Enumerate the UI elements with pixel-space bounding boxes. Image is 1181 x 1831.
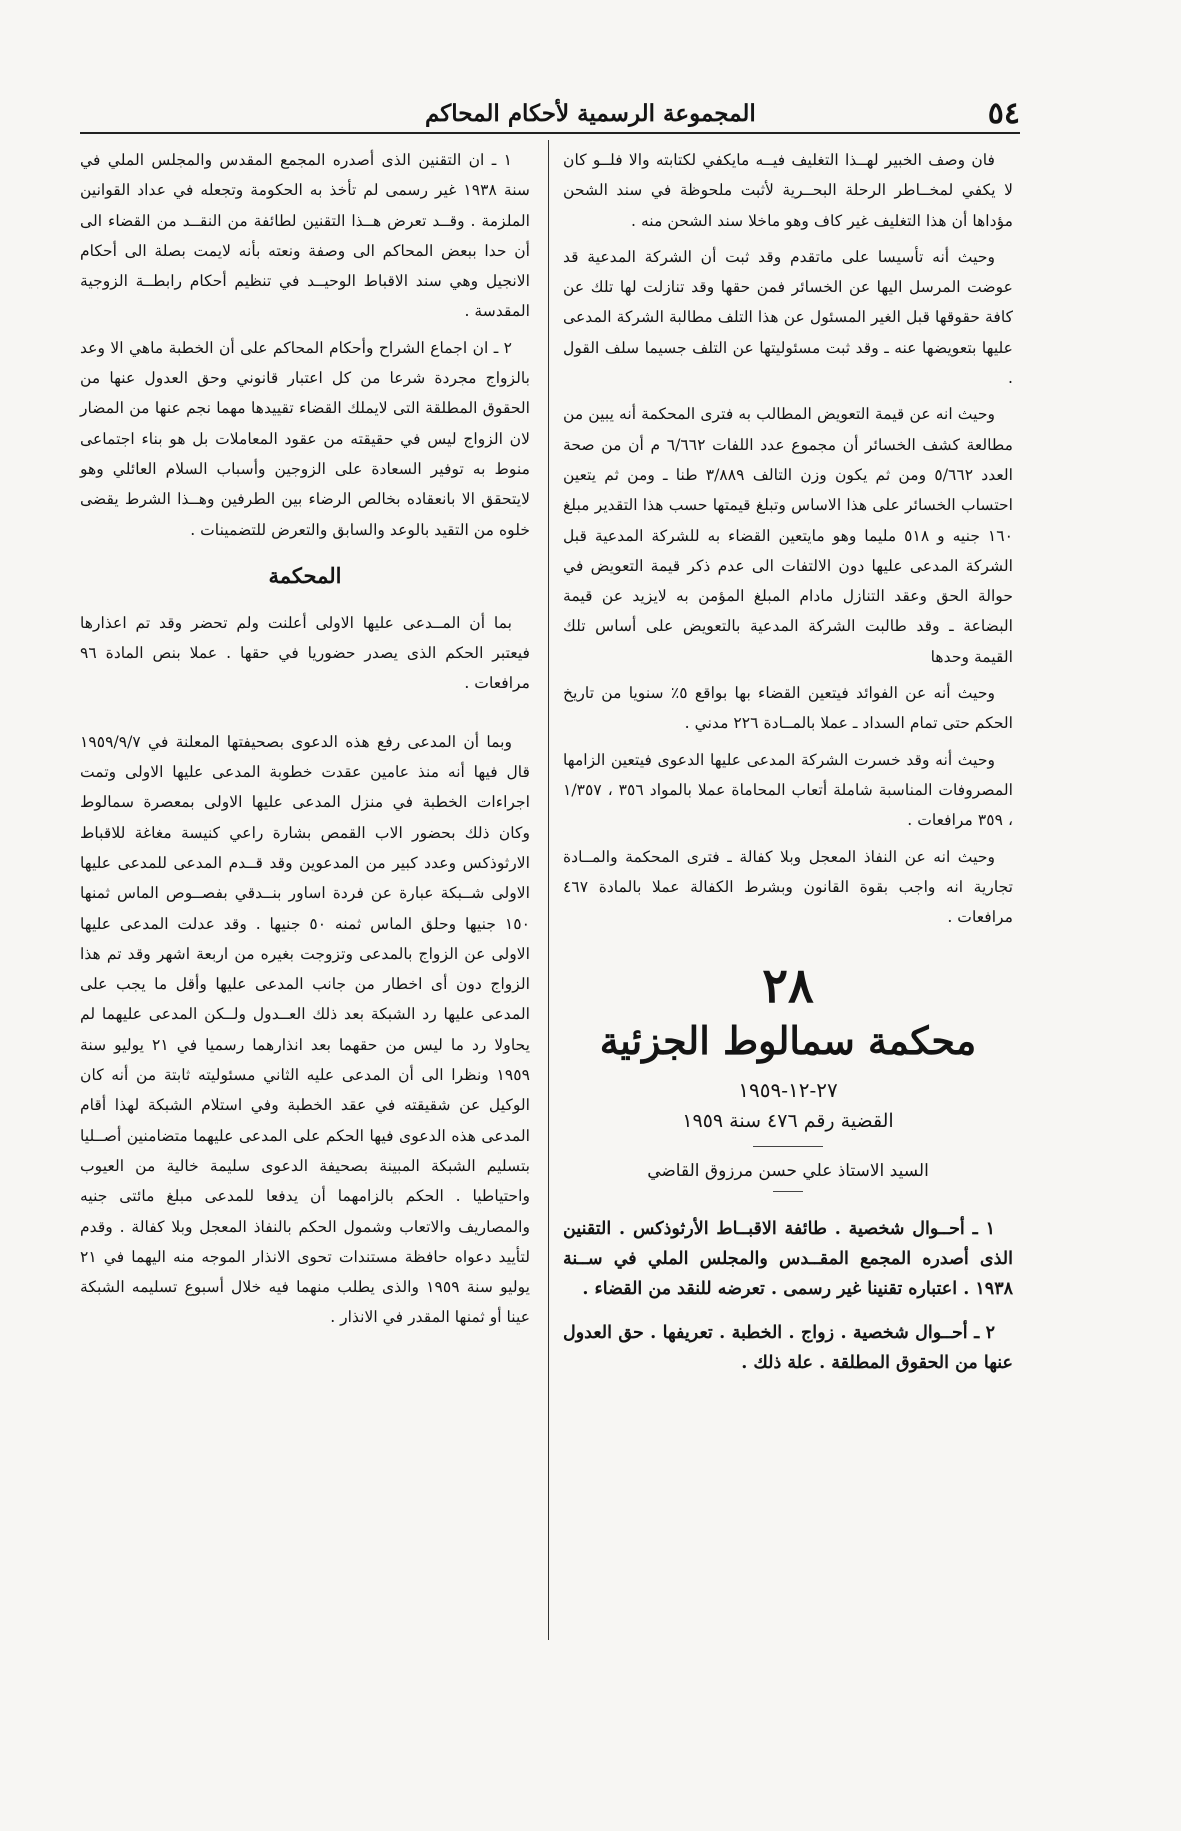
page-number: ٥٤ xyxy=(987,96,1020,131)
headnote: ٢ ـ أحــوال شخصية . زواج . الخطبة . تعريفها . حق العدول عنها من الحقوق المطلقة . علة ذلك . xyxy=(563,1323,1013,1374)
page-header xyxy=(80,92,1020,132)
running-title: المجموعة الرسمية لأحكام المحاكم xyxy=(425,100,756,127)
paragraph: وحيث أنه وقد خسرت الشركة المدعى عليها الدعوى فيتعين الزامها المصروفات المناسبة شاملة أتعاب المحاماة عملا بالمواد ٣٥٦ ، ١/٣٥٧ ، ٣٥٩ مرافعات . xyxy=(563,750,1013,830)
case-number: ٢٨ xyxy=(762,958,814,1015)
paragraph: بما أن المــدعى عليها الاولى أعلنت ولم تحضر وقد تم اعذارها فيعتبر الحكم الذى يصدر حضوريا في حقها . عملا بنص المادة ٩٦ مرافعات . xyxy=(80,613,530,693)
paragraph: وحيث أنه عن الفوائد فيتعين القضاء بها بواقع ٥٪ سنويا من تاريخ الحكم حتى تمام السداد ـ عملا بالمــادة ٢٢٦ مدني . xyxy=(563,684,1013,733)
principle-paragraph: ١ ـ ان التقنين الذى أصدره المجمع المقدس والمجلس الملي في سنة ١٩٣٨ غير رسمى لم تأخذ به الحكومة وتجعله في عداد القوانين الملزمة . وقــد تعرض هــذا التقنين لطائفة من النقــد من القضاء الى أن حدا ببعض المحاكم الى وصفة ونعته بأنه لايمت بصلة الى أحكام الانجيل وهي سند الاقباط الوحيــد في تنظيم أحكام رابطــة الزوجية المقدسة . xyxy=(80,151,530,321)
paragraph: وحيث انه عن النفاذ المعجل وبلا كفالة ـ فترى المحكمة والمــادة تجارية انه واجب بقوة القانون وبشرط الكفالة عملا بالمادة ٤٦٧ مرافعات . xyxy=(563,847,1013,927)
separator-rule xyxy=(773,1191,803,1192)
paragraph-gap xyxy=(80,705,530,727)
paragraph: وحيث أنه تأسيسا على ماتقدم وقد ثبت أن الشركة المدعية قد عوضت المرسل اليها عن الخسائر فمن حقها وقد تنازلت لها تلك عن كافة حقوقها قبل الغير المسئول عن هذا التلف مطالبة الشركة المدعى عليها بتعويضها عنه ـ وقد ثبت مسئوليتها عن التلف جسيما سلف القول . xyxy=(563,247,1013,388)
right-column xyxy=(563,145,1013,1392)
principle-paragraph: ٢ ـ ان اجماع الشراح وأحكام المحاكم على أن الخطبة ماهي الا وعد بالزواج مجردة شرعا من كل اعتبار قانوني وحق العدول عنها من الحقوق المطلقة التى لايملك القضاء تقييدها مهما نجم عنها من المضار لان الزواج ليس في حقيقته من عقود المعاملات بل هو بناء اجتماعى منوط به توفير السعادة على الزوجين وأسباب السلام العائلي وهو لايتحقق الا بانعقاده بخالص الرضاء بين الطرفين وهــذا الشرط يقضى خلوه من التقيد بالوعد والسابق والتعرض للتضمينات . xyxy=(80,338,530,539)
separator-rule xyxy=(753,1146,823,1147)
column-divider xyxy=(548,140,549,1640)
paragraph: وبما أن المدعى رفع هذه الدعوى بصحيفتها المعلنة في ١٩٥٩/٩/٧ قال فيها أنه منذ عامين عقدت خطوبة المدعى عليها الاولى وتمت اجراءات الخطبة في منزل المدعى عليها الاولى بمعصرة سمالوط وكان ذلك بحضور الاب القمص بشارة راعي كنيسة مغاغة للاقباط الارثوذكس وعدد كبير من المدعوين وقد قــدم المدعى للمدعى عليها الاولى شــبكة عبارة عن فردة اساور بنــدقي بفصــوص الماس ثمنها ١٥٠ جنيها وحلق الماس ثمنه ٥٠ جنيها . وقد عدلت المدعى عليها الاولى عن الزواج بالمدعى وتزوجت بغيره من اربعة اشهر وقد تم هذا الزواج دون أى اخطار من جانب المدعى عليها وأقل ما يجب على المدعى عليها رد الشبكة بعد ذلك العــدول ولــكن المدعى عليهما لم يحاولا رد ما ليس من حقهما بعد انذارهما رسميا في ٢١ يوليو سنة ١٩٥٩ ونظرا الى أن المدعى عليه الثاني مسئوليته ثابتة من أنه كان الوكيل عن شقيقته في عقد الخطبة وفي استلام الشبكة لهذا أقام المدعى هذه الدعوى فيها الحكم على المدعى عليهما متضامنين أصــليا بتسليم الشبكة المبينة بصحيفة الدعوى سليمة خالية من العيوب واحتياطيا . الحكم بالزامهما أن يدفعا للمدعى مبلغ مائتى جنيه والمصاريف والاتعاب وشمول الحكم بالنفاذ المعجل وبلا كفالة . وقدم لتأييد دعواه حافظة مستندات تحوى الانذار الموجه منه اليهما في ٢١ يوليو سنة ١٩٥٩ والذى يطلب منهما فيه خلال أسبوع تسليمه الشبكة عينا أو ثمنها المقدر في الانذار . xyxy=(80,732,530,1327)
court-heading: المحكمة xyxy=(268,562,342,588)
case-date: ٢٧-١٢-١٩٥٩ xyxy=(738,1078,838,1103)
court-name: محكمة سمالوط الجزئية xyxy=(599,1018,977,1064)
paragraph: وحيث انه عن قيمة التعويض المطالب به فترى المحكمة أنه يبين من مطالعة كشف الخسائر أن مجموع عدد اللفات ٦/٦٦٢ م أن من صحة العدد ٥/٦٦٢ ومن ثم يكون وزن التالف ٣/٨٨٩ طنا ـ ومن ثم يتعين احتساب الخسائر على هذا الاساس وتبلغ قيمتها حسب هذا التقدير مبلغ ١٦٠ جنيه و ٥١٨ مليما وهو مايتعين القضاء به للشركة المدعية قبل الشركة المدعى عليها دون الالتفات الى عدم ذكر قيمة التعويض في حوالة الحق وعقد التنازل مادام المبلغ المؤمن به لايزيد عن قيمة البضاعة ـ وقد طالبت الشركة المدعية بالتعويض على أساس تلك القيمة وحدها xyxy=(563,405,1013,666)
headnote: ١ ـ أحــوال شخصية . طائفة الاقبــاط الأرثوذكس . التقنين الذى أصدره المجمع المقــدس والمجلس الملي في ســنة ١٩٣٨ . اعتباره تقنينا غير رسمى . تعرضه للنقد من القضاء . xyxy=(563,1219,1013,1300)
case-reference: القضية رقم ٤٧٦ سنة ١٩٥٩ xyxy=(682,1110,894,1133)
header-rule xyxy=(80,132,1020,134)
left-column xyxy=(80,145,530,1339)
judge-line: السيد الاستاذ علي حسن مرزوق القاضي xyxy=(647,1161,929,1182)
paragraph: فان وصف الخبير لهــذا التغليف فيــه مايكفي لكتابته والا فلــو كان لا يكفي لمخــاطر الرحلة البحــرية لأثبت ملحوظة في سند الشحن مؤداها أن هذا التغليف غير كاف وهو ماخلا سند الشحن منه . xyxy=(563,151,1013,230)
